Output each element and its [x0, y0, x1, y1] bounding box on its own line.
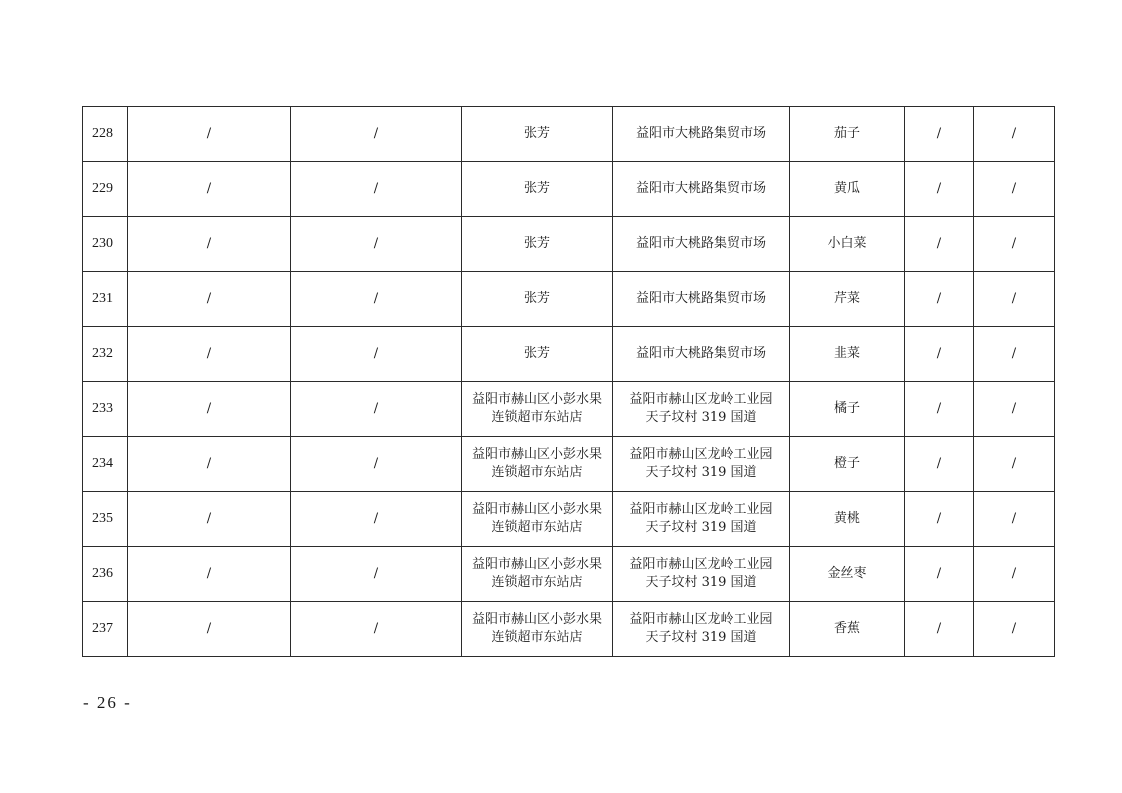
cell-address-line: 天子坟村 319 国道	[645, 410, 757, 425]
cell-address	[613, 327, 790, 382]
table-row	[83, 382, 1055, 437]
table-body	[83, 107, 1055, 657]
cell-entity-name-line: 张芳	[523, 181, 550, 196]
cell-entity-name-line: 连锁超市东站店	[491, 575, 583, 590]
cell-column-7: /	[905, 217, 974, 272]
cell-row-number: 234	[83, 437, 128, 492]
cell-entity-name-line: 张芳	[523, 126, 550, 141]
cell-column-3: /	[291, 162, 462, 217]
cell-entity-name-line: 连锁超市东站店	[491, 630, 583, 645]
cell-column-2: /	[128, 217, 291, 272]
table-row	[83, 107, 1055, 162]
cell-column-8: /	[974, 492, 1055, 547]
cell-column-8: /	[974, 437, 1055, 492]
cell-column-3: /	[291, 437, 462, 492]
cell-column-7: /	[905, 492, 974, 547]
cell-address-line: 益阳市大桃路集贸市场	[635, 236, 766, 251]
cell-entity-name-line: 张芳	[523, 346, 550, 361]
cell-address	[613, 382, 790, 437]
cell-address-line: 益阳市赫山区龙岭工业园	[629, 557, 773, 572]
cell-entity-name-line: 益阳市赫山区小彭水果	[471, 612, 602, 627]
cell-column-8: /	[974, 272, 1055, 327]
cell-column-7: /	[905, 107, 974, 162]
cell-address-line: 益阳市大桃路集贸市场	[635, 181, 766, 196]
cell-row-number: 231	[83, 272, 128, 327]
cell-column-2: /	[128, 492, 291, 547]
cell-address	[613, 437, 790, 492]
cell-product-name: 黄瓜	[790, 162, 905, 217]
cell-column-7: /	[905, 437, 974, 492]
cell-entity-name-line: 连锁超市东站店	[491, 520, 583, 535]
cell-column-8: /	[974, 602, 1055, 657]
cell-address-line: 益阳市大桃路集贸市场	[635, 126, 766, 141]
cell-product-name: 韭菜	[790, 327, 905, 382]
cell-address	[613, 162, 790, 217]
cell-column-7: /	[905, 327, 974, 382]
cell-column-8: /	[974, 217, 1055, 272]
table-row	[83, 547, 1055, 602]
cell-address-line: 益阳市赫山区龙岭工业园	[629, 447, 773, 462]
cell-product-name: 芹菜	[790, 272, 905, 327]
cell-entity-name	[462, 327, 613, 382]
cell-address	[613, 107, 790, 162]
cell-column-2: /	[128, 602, 291, 657]
cell-product-name: 黄桃	[790, 492, 905, 547]
cell-entity-name	[462, 107, 613, 162]
cell-entity-name-line: 连锁超市东站店	[491, 410, 583, 425]
cell-address-line: 益阳市赫山区龙岭工业园	[629, 392, 773, 407]
cell-row-number: 236	[83, 547, 128, 602]
cell-address-line: 益阳市大桃路集贸市场	[635, 291, 766, 306]
cell-column-7: /	[905, 162, 974, 217]
cell-column-2: /	[128, 272, 291, 327]
cell-product-name: 橙子	[790, 437, 905, 492]
cell-entity-name	[462, 437, 613, 492]
cell-entity-name-line: 张芳	[523, 236, 550, 251]
cell-column-2: /	[128, 437, 291, 492]
cell-product-name: 香蕉	[790, 602, 905, 657]
cell-address-line: 天子坟村 319 国道	[645, 520, 757, 535]
cell-entity-name	[462, 272, 613, 327]
cell-column-7: /	[905, 602, 974, 657]
cell-entity-name-line: 益阳市赫山区小彭水果	[471, 557, 602, 572]
cell-column-3: /	[291, 327, 462, 382]
cell-row-number: 233	[83, 382, 128, 437]
cell-address-line: 天子坟村 319 国道	[645, 630, 757, 645]
cell-address-line: 益阳市赫山区龙岭工业园	[629, 612, 773, 627]
table-row	[83, 437, 1055, 492]
records-table	[82, 106, 1055, 657]
page-number: - 26 -	[83, 693, 132, 712]
cell-address	[613, 602, 790, 657]
cell-column-3: /	[291, 107, 462, 162]
cell-address-line: 天子坟村 319 国道	[645, 465, 757, 480]
cell-column-3: /	[291, 602, 462, 657]
cell-product-name: 金丝枣	[790, 547, 905, 602]
cell-column-8: /	[974, 547, 1055, 602]
cell-entity-name-line: 益阳市赫山区小彭水果	[471, 447, 602, 462]
table-row	[83, 602, 1055, 657]
cell-column-8: /	[974, 162, 1055, 217]
cell-entity-name	[462, 217, 613, 272]
cell-product-name: 茄子	[790, 107, 905, 162]
cell-column-3: /	[291, 382, 462, 437]
cell-address	[613, 547, 790, 602]
cell-row-number: 235	[83, 492, 128, 547]
table-row	[83, 272, 1055, 327]
cell-column-2: /	[128, 107, 291, 162]
cell-row-number: 228	[83, 107, 128, 162]
cell-entity-name	[462, 492, 613, 547]
cell-row-number: 229	[83, 162, 128, 217]
cell-entity-name-line: 益阳市赫山区小彭水果	[471, 392, 602, 407]
cell-address-line: 益阳市大桃路集贸市场	[635, 346, 766, 361]
cell-column-3: /	[291, 217, 462, 272]
cell-entity-name-line: 连锁超市东站店	[491, 465, 583, 480]
cell-column-7: /	[905, 547, 974, 602]
cell-address-line: 益阳市赫山区龙岭工业园	[629, 502, 773, 517]
cell-column-3: /	[291, 492, 462, 547]
cell-entity-name	[462, 547, 613, 602]
cell-column-7: /	[905, 382, 974, 437]
cell-column-2: /	[128, 547, 291, 602]
cell-address-line: 天子坟村 319 国道	[645, 575, 757, 590]
cell-column-3: /	[291, 272, 462, 327]
table-row	[83, 217, 1055, 272]
cell-column-7: /	[905, 272, 974, 327]
cell-column-2: /	[128, 162, 291, 217]
cell-row-number: 230	[83, 217, 128, 272]
cell-column-8: /	[974, 327, 1055, 382]
cell-column-8: /	[974, 107, 1055, 162]
cell-address	[613, 217, 790, 272]
cell-entity-name-line: 张芳	[523, 291, 550, 306]
cell-entity-name	[462, 602, 613, 657]
cell-entity-name	[462, 382, 613, 437]
cell-column-8: /	[974, 382, 1055, 437]
table-row	[83, 492, 1055, 547]
cell-column-3: /	[291, 547, 462, 602]
cell-column-2: /	[128, 382, 291, 437]
table-row	[83, 327, 1055, 382]
cell-entity-name-line: 益阳市赫山区小彭水果	[471, 502, 602, 517]
table-row	[83, 162, 1055, 217]
cell-row-number: 232	[83, 327, 128, 382]
cell-product-name: 小白菜	[790, 217, 905, 272]
cell-row-number: 237	[83, 602, 128, 657]
cell-entity-name	[462, 162, 613, 217]
cell-product-name: 橘子	[790, 382, 905, 437]
cell-column-2: /	[128, 327, 291, 382]
cell-address	[613, 492, 790, 547]
cell-address	[613, 272, 790, 327]
